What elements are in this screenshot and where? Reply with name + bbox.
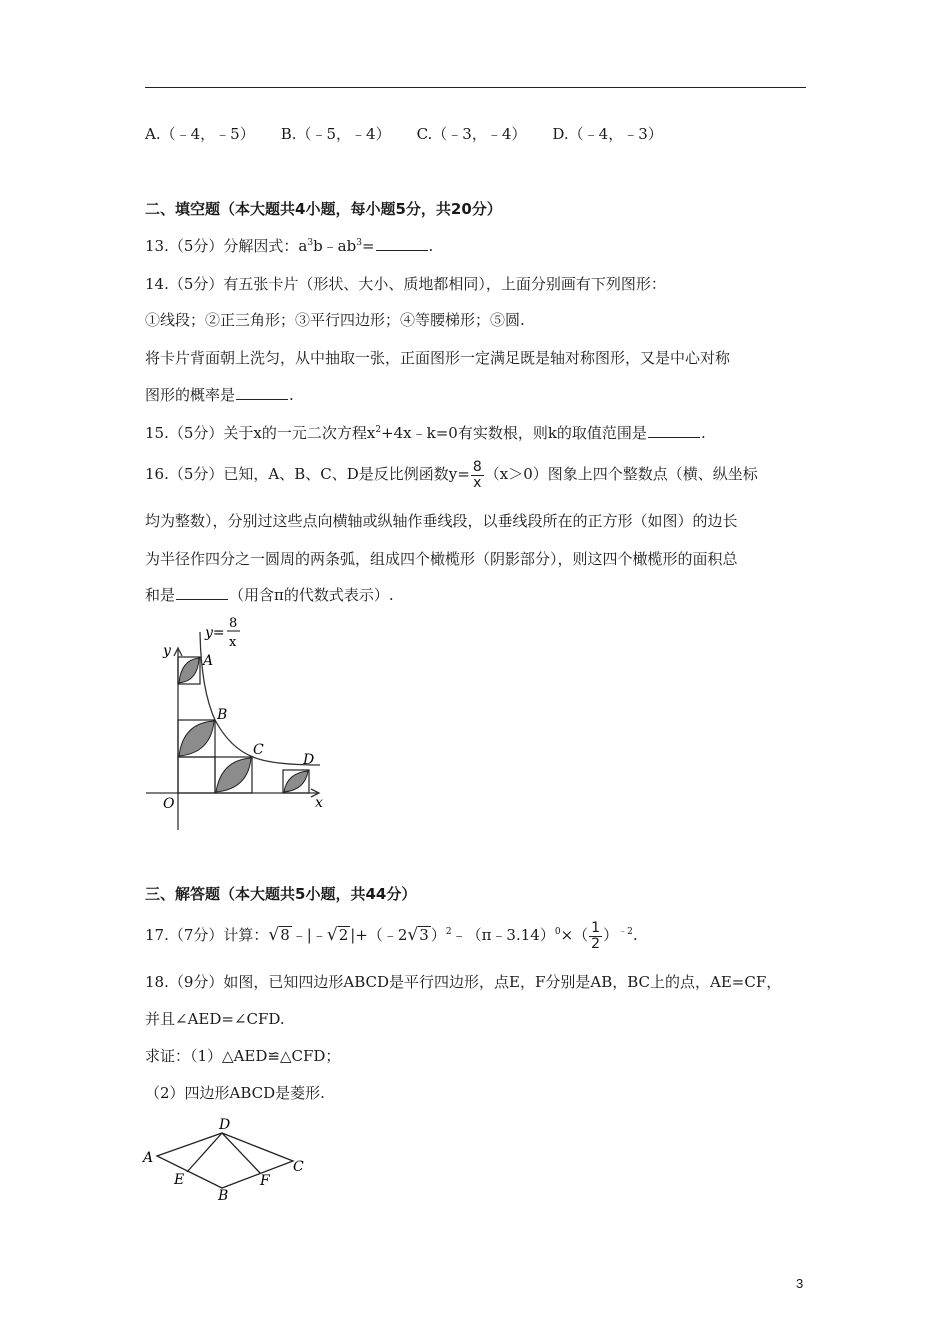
segment-df (222, 1133, 260, 1173)
q17-fraction (589, 921, 602, 952)
olive-b (179, 721, 214, 756)
q17-prefix: 17.（7分）计算： (145, 926, 269, 944)
q13-mid: b﹣ab (313, 237, 357, 255)
olive-c (216, 758, 251, 792)
q17-radicand-3: 3 (419, 926, 429, 944)
q16-frac-num: 8 (472, 458, 482, 475)
point-b-label: B (217, 707, 228, 723)
header-rule (145, 87, 806, 88)
q16-line1-prefix: 16.（5分）已知，A、B、C、D是反比例函数y= (145, 465, 470, 483)
choice-c: C.（﹣3，﹣4） (416, 125, 527, 143)
point-c-label: C (253, 742, 264, 758)
q15-exp: 2 (375, 425, 382, 435)
origin-label: O (163, 796, 175, 812)
q16-line-3: 为半径作四分之一圆周的两条弧，组成四个橄榄形（阴影部分），则这四个橄榄形的面积总 (145, 550, 738, 568)
label-c: C (293, 1159, 304, 1175)
q17-after3: ） (430, 926, 446, 944)
q13-prefix: 13.（5分）分解因式：a (145, 237, 308, 255)
q16-answer-blank (176, 585, 228, 600)
function-den: x (229, 635, 237, 650)
function-label: y= (205, 625, 225, 641)
sqrt-icon: √ (326, 925, 338, 945)
q16-fraction (471, 460, 484, 491)
q18-line-3: 求证：（1）△AED≌△CFD； (145, 1047, 341, 1065)
q18-line-2: 并且∠AED=∠CFD. (145, 1010, 285, 1028)
q14-line-3: 将卡片背面朝上洗匀，从中抽取一张，正面图形一定满足既是轴对称图形，又是中心对称 (145, 349, 731, 367)
sqrt-icon: √ (268, 925, 280, 945)
q17-frac-num: 1 (591, 919, 601, 936)
q17-abs-open: ﹣|﹣ (291, 926, 327, 944)
q16-line-4 (145, 585, 394, 605)
choice-d: D.（﹣4，﹣3） (552, 125, 663, 143)
label-b: B (218, 1188, 229, 1204)
q17-mid: ﹣（π﹣3.14） (451, 926, 555, 944)
q14-line4-prefix: 图形的概率是 (145, 386, 236, 404)
question-13 (145, 236, 433, 256)
q14-line-4 (145, 385, 294, 405)
q17-radicand-1: 8 (280, 926, 290, 944)
choice-row (145, 124, 663, 144)
q17-exp0: 0 (554, 927, 561, 937)
q18-line-1: 18.（9分）如图，已知四边形ABCD是平行四边形，点E，F分别是AB，BC上的点，AE=CF， (145, 973, 782, 991)
q17-exp2: 2 (445, 927, 452, 937)
q15-mid: +4x﹣k=0有实数根，则k的取值范围是 (381, 424, 647, 442)
q16-line1-suffix: （x＞0）图象上四个整数点（横、纵坐标 (484, 465, 758, 483)
q13-exp1: 3 (307, 238, 314, 248)
q16-line-1 (145, 458, 758, 491)
label-d: D (219, 1117, 231, 1133)
function-num: 8 (229, 616, 238, 631)
q17-radicand-2: 2 (338, 926, 349, 944)
square-b-lower (178, 757, 215, 793)
label-a: A (143, 1150, 154, 1166)
y-axis-label: y (163, 643, 171, 659)
q15-answer-blank (648, 423, 700, 438)
olive-a (179, 658, 199, 683)
q16-figure (140, 612, 350, 834)
q14-line-2: ①线段；②正三角形；③平行四边形；④等腰梯形；⑤圆. (145, 311, 525, 329)
q17-end: . (632, 926, 638, 944)
q14-answer-blank (236, 385, 288, 400)
question-15 (145, 423, 706, 443)
q17-frac-den: 2 (591, 935, 601, 952)
q13-end: . (428, 237, 434, 255)
q14-line4-suffix: . (289, 386, 294, 404)
q17-times: ×（ (560, 926, 589, 944)
point-a-label: A (203, 653, 214, 669)
point-d-label: D (303, 752, 315, 768)
q13-answer-blank (376, 236, 428, 251)
choice-b: B.（﹣5，﹣4） (280, 125, 391, 143)
q14-line-1: 14.（5分）有五张卡片（形状、大小、质地都相同），上面分别画有下列图形： (145, 275, 666, 293)
q15-prefix: 15.（5分）关于x的一元二次方程x (145, 424, 376, 442)
page-number: 3 (796, 1276, 804, 1291)
q16-frac-den: x (473, 474, 482, 491)
label-f: F (260, 1173, 270, 1189)
q18-line-4: （2）四边形ABCD是菱形. (145, 1084, 325, 1102)
q16-line4-prefix: 和是 (145, 586, 176, 604)
sqrt-icon: √ (407, 925, 419, 945)
q17-expn2: ﹣2 (618, 927, 633, 937)
q16-line4-suffix: （用含π的代数式表示）. (229, 586, 394, 604)
q15-suffix: . (700, 424, 706, 442)
section-3-title: 三、解答题（本大题共5小题，共44分） (145, 885, 417, 903)
q17-close: ） (603, 926, 619, 944)
q18-figure (140, 1110, 315, 1205)
label-e: E (174, 1172, 185, 1188)
q13-suffix: = (361, 237, 375, 255)
q16-line-2: 均为整数），分别过这些点向横轴或纵轴作垂线段，以垂线段所在的正方形（如图）的边长 (145, 512, 738, 530)
q17-abs-close: |+（﹣2 (350, 926, 408, 944)
q13-exp2: 3 (356, 238, 362, 248)
x-axis-label: x (315, 795, 323, 811)
section-2-title: 二、填空题（本大题共4小题，每小题5分，共20分） (145, 200, 502, 218)
question-17 (145, 919, 638, 952)
choice-a: A.（﹣4，﹣5） (145, 125, 255, 143)
olive-d (284, 771, 308, 792)
